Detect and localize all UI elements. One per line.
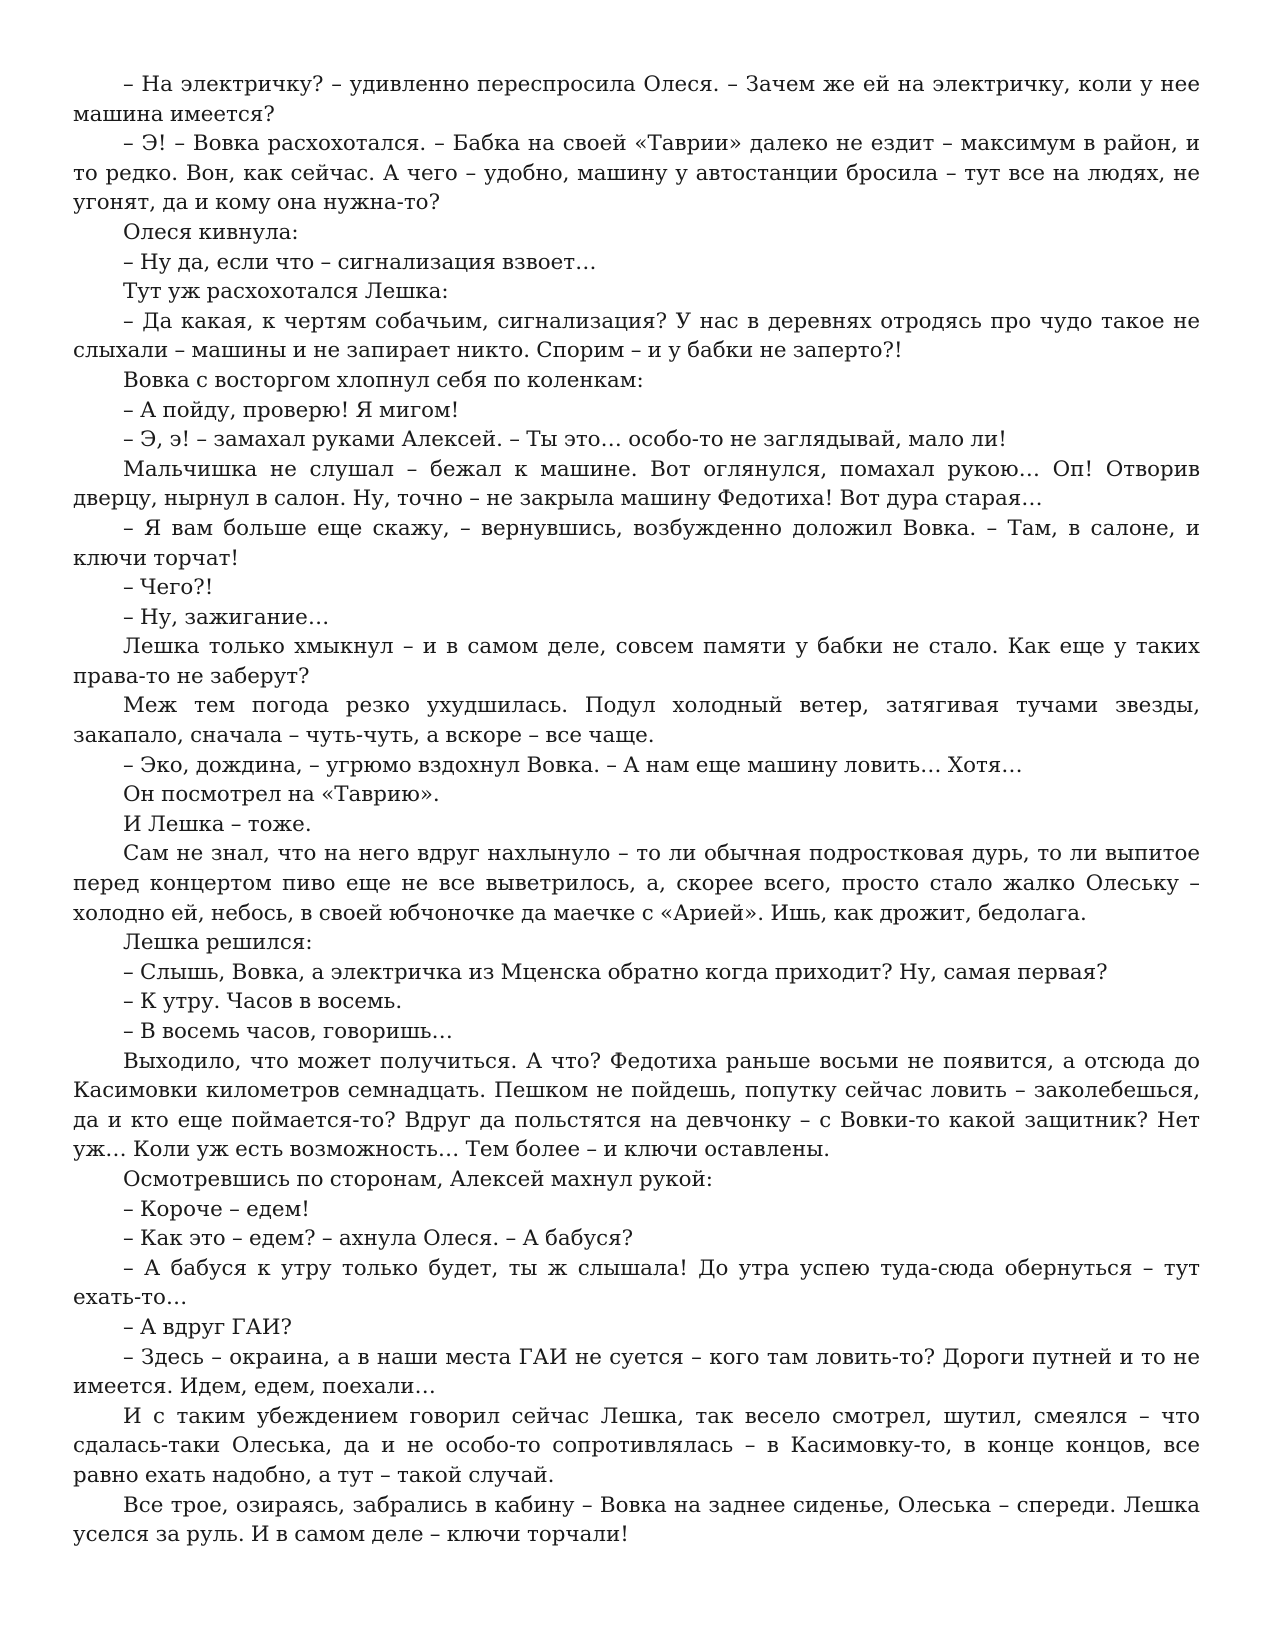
paragraph: – Да какая, к чертям собачьим, сигнализация? У нас в деревнях отродясь про чудо такое не слыхали – машины и не запирает никто. Спорим – и у бабки не заперто?! xyxy=(73,308,1200,364)
paragraph: – Ну, зажигание… xyxy=(123,604,330,630)
paragraph: – Я вам больше еще скажу, – вернувшись, возбужденно доложил Вовка. – Там, в салоне, и ключи торчат! xyxy=(73,515,1200,571)
paragraph: – А бабуся к утру только будет, ты ж слышала! До утра успею туда-сюда обернуться – тут ехать-то… xyxy=(73,1255,1200,1311)
paragraph: Лешка только хмыкнул – и в самом деле, совсем памяти у бабки не стало. Как еще у таких права-то не заберут? xyxy=(73,634,1200,689)
paragraph: – Ну да, если что – сигнализация взвоет… xyxy=(123,249,597,275)
paragraph: Меж тем погода резко ухудшилась. Подул холодный ветер, затягивая тучами звезды, закапало, сначала – чуть-чуть, а вскоре – все чаще. xyxy=(73,693,1200,749)
paragraph: Сам не знал, что на него вдруг нахлынуло – то ли обычная подростковая дурь, то ли выпитое перед концертом пиво еще не все выветрилось, а, скорее всего, просто стало жалко Олеську – холодно ей, небось, в своей юбчоночке да маечке с «Арией». Ишь, как дрожит, бедолага. xyxy=(73,841,1200,926)
paragraph: – Эко, дождина, – угрюмо вздохнул Вовка. – А нам еще машину ловить… Хотя… xyxy=(123,752,1023,778)
paragraph: – Э! – Вовка расхохотался. – Бабка на своей «Таврии» далеко не ездит – максимум в район, и то редко. Вон, как сейчас. А чего – удобно, машину у автостанции бросила – тут все на людях, не угонят, да и кому она нужна-то? xyxy=(73,131,1200,216)
paragraph: Тут уж расхохотался Лешка: xyxy=(123,279,449,305)
paragraph: – Чего?! xyxy=(123,575,214,601)
paragraph: – Здесь – окраина, а в наши места ГАИ не суется – кого там ловить-то? Дороги путней и то не имеется. Идем, едем, поехали… xyxy=(73,1344,1200,1400)
paragraph: Выходило, что может получиться. А что? Федотиха раньше восьми не появится, а отсюда до Касимовки километров семнадцать. Пешком не пойдешь, попутку сейчас ловить – заколебешься, да и кто еще поймается-то? Вдруг да польстятся на девчонку – с Вовки-то какой защитник? Нет уж… Коли уж есть возможность… Тем более – и ключи оставлены. xyxy=(73,1048,1200,1163)
paragraph: – А вдруг ГАИ? xyxy=(123,1314,292,1340)
paragraph: Осмотревшись по сторонам, Алексей махнул рукой: xyxy=(123,1166,713,1192)
paragraph: Лешка решился: xyxy=(123,930,313,956)
paragraph: Все трое, озираясь, забрались в кабину – Вовка на заднее сиденье, Олеська – спереди. Лешка уселся за руль. И в самом деле – ключи торчали! xyxy=(73,1492,1200,1548)
paragraph: Вовка с восторгом хлопнул себя по коленкам: xyxy=(123,367,644,393)
paragraph: Олеся кивнула: xyxy=(123,219,299,245)
paragraph: – Э, э! – замахал руками Алексей. – Ты это… особо-то не заглядывай, мало ли! xyxy=(123,427,1007,453)
paragraph: – На электричку? – удивленно переспросила Олеся. – Зачем же ей на электричку, коли у нее машина имеется? xyxy=(73,72,1200,127)
paragraph: – Короче – едем! xyxy=(123,1196,310,1222)
paragraph: – Слышь, Вовка, а электричка из Мценска обратно когда приходит? Ну, самая первая? xyxy=(123,959,1108,985)
paragraph: – Как это – едем? – ахнула Олеся. – А бабуся? xyxy=(123,1226,634,1252)
paragraph: Мальчишка не слушал – бежал к машине. Вот оглянулся, помахал рукою… Оп! Отворив дверцу, нырнул в салон. Ну, точно – не закрыла машину Федотиха! Вот дура старая… xyxy=(73,456,1200,512)
paragraph: И Лешка – тоже. xyxy=(123,811,312,837)
paragraph: И с таким убеждением говорил сейчас Лешка, так весело смотрел, шутил, смеялся – что сдалась-таки Олеська, да и не особо-то сопротивлялась – в Касимовку-то, в конце концов, все равно ехать надобно, а тут – такой случай. xyxy=(73,1403,1200,1488)
page-body xyxy=(73,70,1200,1550)
paragraph: Он посмотрел на «Таврию». xyxy=(123,782,440,808)
paragraph: – К утру. Часов в восемь. xyxy=(123,989,403,1015)
paragraph: – А пойду, проверю! Я мигом! xyxy=(123,397,460,423)
paragraph: – В восемь часов, говоришь… xyxy=(123,1019,453,1044)
